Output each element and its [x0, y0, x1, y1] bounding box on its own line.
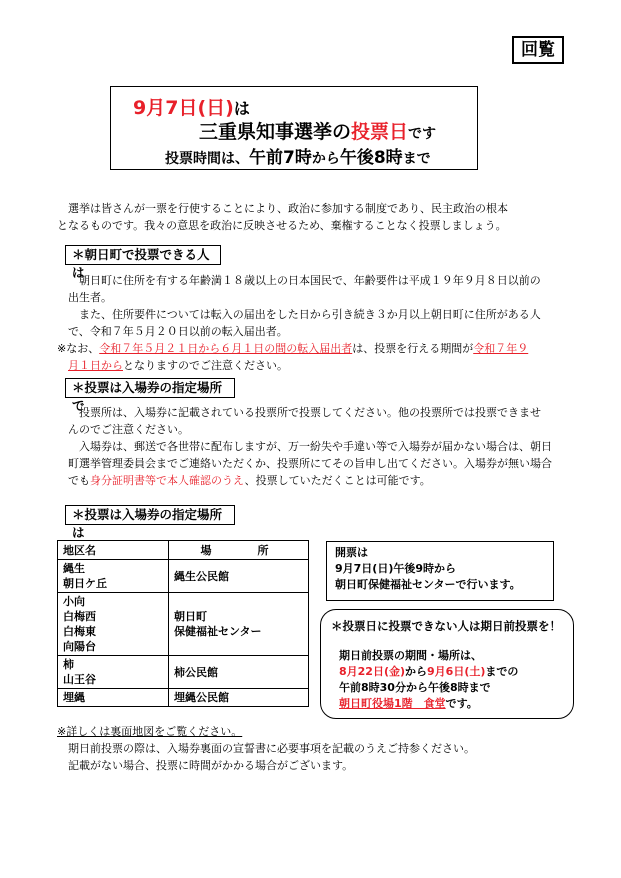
polling-location-table	[57, 540, 309, 707]
table-row: 縄生 朝日ケ丘 縄生公民館	[58, 560, 309, 593]
table-row: 埋縄 埋縄公民館	[58, 689, 309, 707]
vote-counting-box: 開票は 9月7日(日)午後9時から 朝日町保健福祉センターで行います。	[326, 541, 554, 601]
headline-hours-line: 投票時間は、午前7時から午後8時まで	[165, 148, 431, 168]
headline-election-line: 三重県知事選挙の投票日です	[199, 121, 437, 143]
early-voting-box	[320, 609, 574, 719]
early-voting-title: ＊投票日に投票できない人は期日前投票を！	[331, 619, 561, 633]
map-note: ※詳しくは裏面地図をご覧ください。	[57, 725, 243, 738]
section-heading-polling-place: ＊投票は入場券の指定場所で	[65, 378, 235, 398]
early-voting-details: 期日前投票の期間・場所は、 8月22日(金)から9月6日(土)までの 午前8時30分から午後8時まで 朝日町役場1階 食堂です。	[339, 649, 519, 710]
headline-date-line: 9月7日(日)は	[133, 97, 250, 119]
eligibility-paragraph: 朝日町に住所を有する年齢満１８歳以上の日本国民で、年齢要件は平成１９年９月８日以前の 出生者。 また、住所要件については転入の届出をした日から引き続き３か月以上朝日町に住所がある人 で、令和７年５月２０日以前の転入届出者。 ※なお、令和７年５月２１日から６月１日の間の転入届出者は、投票を行える期間が令和７年９ 月１日からとなりますのでご注意ください。	[57, 272, 577, 374]
district-column-header: 地区名	[58, 541, 169, 560]
voting-date: 9月7日(日)	[133, 97, 234, 119]
table-header-row	[58, 541, 309, 560]
headline-box	[110, 86, 478, 170]
voting-day-label: 投票日	[351, 121, 409, 143]
intro-paragraph: 選挙は皆さんが一票を行使することにより、政治に参加する制度であり、民主政治の根本 となるものです。我々の意思を政治に反映させるため、棄権することなく投票しましょう。	[57, 202, 508, 232]
section-heading-eligibility: ＊朝日町で投票できる人は	[65, 245, 221, 265]
table-row: 柿 山王谷 柿公民館	[58, 656, 309, 689]
place-column-header: 場 所	[169, 541, 309, 560]
circulation-badge: 回覧	[512, 36, 564, 64]
table-row: 小向 白梅西 白梅東 向陽台 朝日町 保健福祉センター	[58, 593, 309, 656]
section-heading-polling-locations: ＊投票は入場券の指定場所は	[65, 505, 235, 525]
transfer-note: ※なお、令和７年５月２１日から６月１日の間の転入届出者は、投票を行える期間が令和７年９	[57, 342, 529, 355]
polling-place-paragraph: 投票所は、入場券に記載されている投票所で投票してください。他の投票所では投票できませ んのでご注意ください。 入場券は、郵送で各世帯に配布しますが、万一紛失や手違い等で入場券が届かない場合は、朝日 町選挙管理委員会までご連絡いただくか、投票所にてその旨申し出てください。入場券が無い場合 でも身分証明書等で本人確認のうえ、投票していただくことは可能です。	[68, 406, 552, 487]
footer-notes: ※詳しくは裏面地図をご覧ください。 期日前投票の際は、入場券裏面の宣誓書に必要事項を記載のうえご持参ください。 記載がない場合、投票に時間がかかる場合がございます。	[57, 723, 577, 774]
